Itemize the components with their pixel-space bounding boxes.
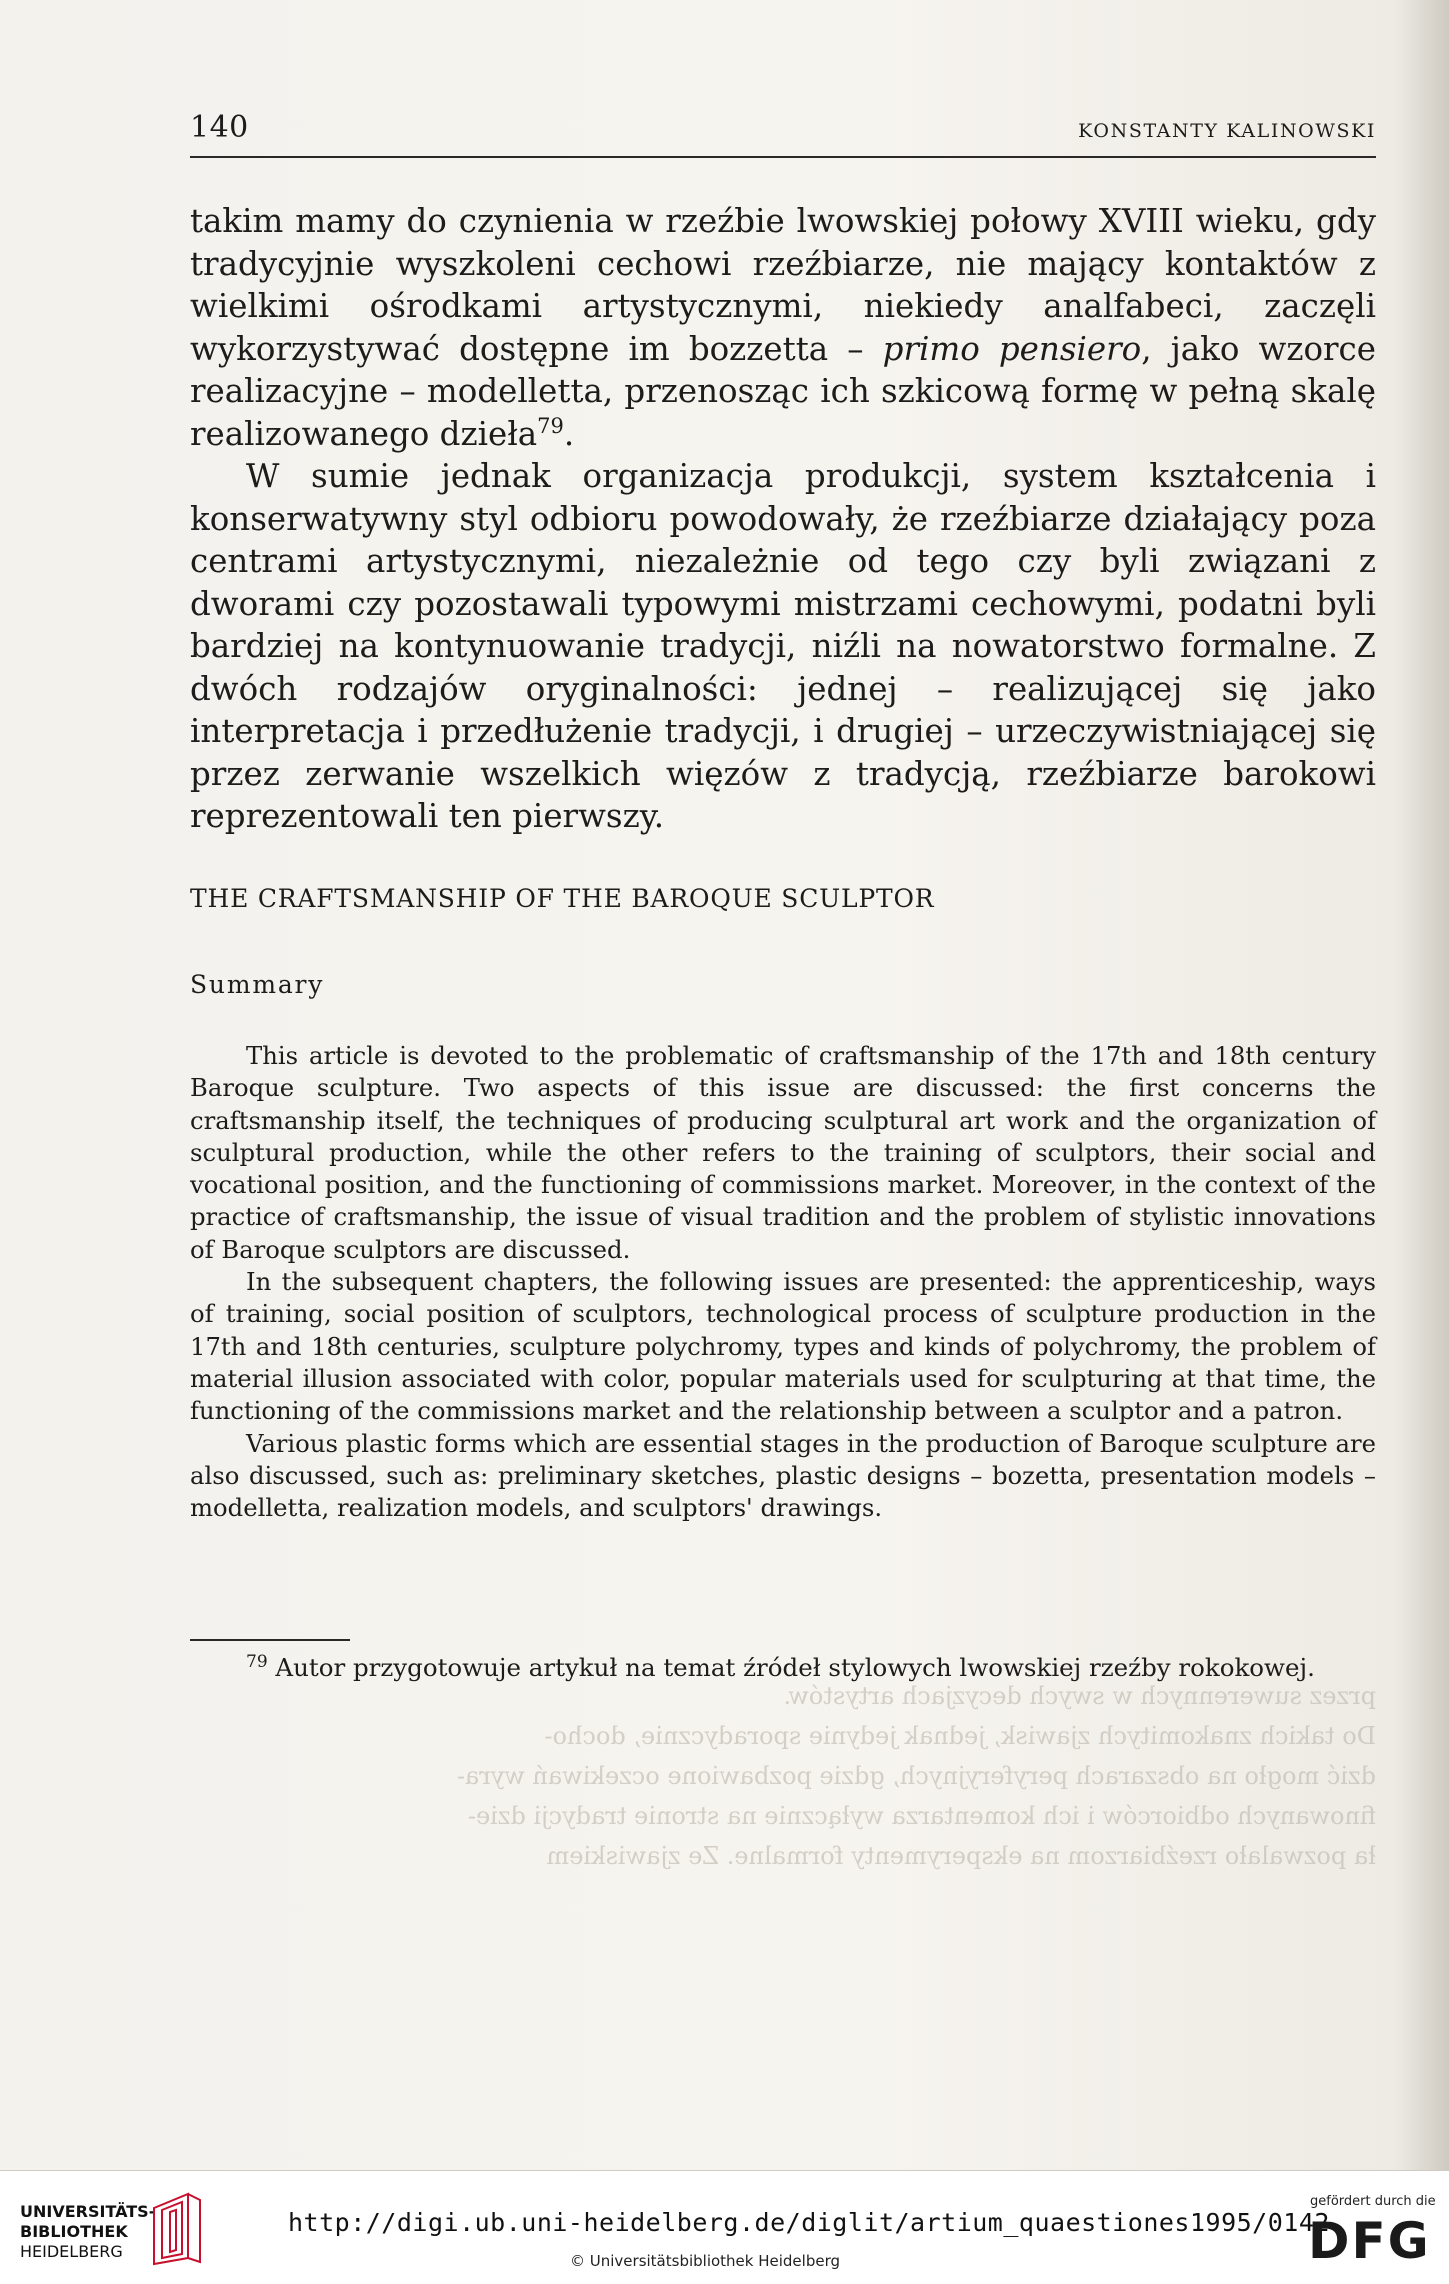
bleed-through-line: dzić mogło na obszarach peryferyjnych, gdzie pozbawione oczekiwań wyra- (456, 1762, 1376, 1790)
section-title: THE CRAFTSMANSHIP OF THE BAROQUE SCULPTOR (190, 884, 935, 913)
library-name-line: HEIDELBERG (20, 2242, 123, 2261)
text-run: , jako wzorce realizacyjne – modelletta, przenosząc ich szkicową formę w pełną skalę realizowanego dzieła (190, 329, 1376, 453)
footnote-text: Autor przygotowuje artykuł na temat źródeł stylowych lwowskiej rzeźby rokokowej. (267, 1653, 1315, 1682)
footnote-reference[interactable]: 79 (537, 413, 564, 438)
footnote (190, 1652, 1376, 1684)
italic-term: primo pensiero (882, 329, 1142, 368)
bleed-through-line: Do takich znakomitych zjawisk, jednak jedynie sporadycznie, docho- (544, 1722, 1376, 1750)
library-name (20, 2202, 155, 2262)
permalink-url[interactable]: http://digi.ub.uni-heidelberg.de/diglit/artium_quaestiones1995/0142 (288, 2208, 1330, 2237)
paragraph: W sumie jednak organizacja produkcji, system kształcenia i konserwatywny styl odbioru powodowały, że rzeźbiarze działający poza centrami artystycznymi, niezależnie od tego czy byli związani z dworami czy pozostawali typowymi mistrzami cechowymi, podatni byli bardziej na kontynuowanie tradycji, niźli na nowatorstwo formalne. Z dwóch rodzajów oryginalności: jednej – realizującej się jako interpretacja i przedłużenie tradycji, i drugiej – urzeczywistniającej się przez zerwanie wszelkich więzów z tradycją, rzeźbiarze barokowi reprezentowali ten pierwszy. (190, 457, 1376, 835)
page-header (190, 108, 1376, 158)
page-number: 140 (190, 110, 249, 145)
bleed-through-line: przez suwerennych w swych decyzjach artystów. (783, 1682, 1376, 1710)
text-run: . (563, 414, 575, 453)
text-run: takim mamy do czynienia w rzeźbie lwowskiej połowy XVIII wieku, gdy tradycyjnie wyszkoleni cechowi rzeźbiarze, nie mający kontaktów z wielkimi ośrodkami artystycznymi, niekiedy analfabeci, zaczęli wykorzystywać dostępne im bozzetta – (190, 202, 1376, 368)
summary-paragraph: In the subsequent chapters, the following issues are presented: the apprenticeship, ways of training, social position of sculptors, technological process of sculpture production in the 17th and 18th centuries, sculpture polychromy, types and kinds of polychromy, the problem of material illusion associated with color, popular materials used for sculpturing at that time, the functioning of the commissions market and the relationship between a sculptor and a patron. (190, 1267, 1376, 1426)
summary-paragraph: Various plastic forms which are essential stages in the production of Baroque sculpture are also discussed, such as: preliminary sketches, plastic designs – bozetta, presentation models – modelletta, realization models, and sculptors' drawings. (190, 1428, 1376, 1523)
main-text (190, 200, 1376, 838)
bleed-through-line: ła pozwalało rzeźbiarzom na eksperymenty formalne. Ze zjawiskiem (546, 1842, 1376, 1870)
library-name-line: BIBLIOTHEK (20, 2222, 128, 2241)
page-edge-shadow (1403, 0, 1449, 2170)
library-logo-icon (148, 2188, 206, 2268)
summary-text (190, 1040, 1376, 1524)
paragraph (190, 200, 1376, 455)
copyright-notice: © Universitätsbibliothek Heidelberg (570, 2252, 841, 2270)
summary-label: Summary (190, 970, 325, 999)
running-head: KONSTANTY KALINOWSKI (1078, 120, 1376, 142)
footnote-rule (190, 1639, 350, 1641)
dfg-logo: DFG (1308, 2212, 1431, 2270)
funder-note: gefördert durch die (1310, 2194, 1436, 2209)
summary-paragraph: This article is devoted to the problematic of craftsmanship of the 17th and 18th century Baroque sculpture. Two aspects of this issue are discussed: the first concerns the craftsmanship itself, the techniques of producing sculptural art work and the organization of sculptural production, while the other refers to the training of sculptors, their social and vocational position, and the functioning of commissions market. Moreover, in the context of the practice of craftsmanship, the issue of visual tradition and the problem of stylistic innovations of Baroque sculptors are discussed. (190, 1041, 1376, 1264)
footnote-number: 79 (246, 1651, 268, 1672)
library-name-line: UNIVERSITÄTS- (20, 2202, 156, 2221)
bleed-through-line: finowanych odbiorców i ich komentarza wyłącznie na stronie tradycji dzie- (467, 1802, 1376, 1830)
